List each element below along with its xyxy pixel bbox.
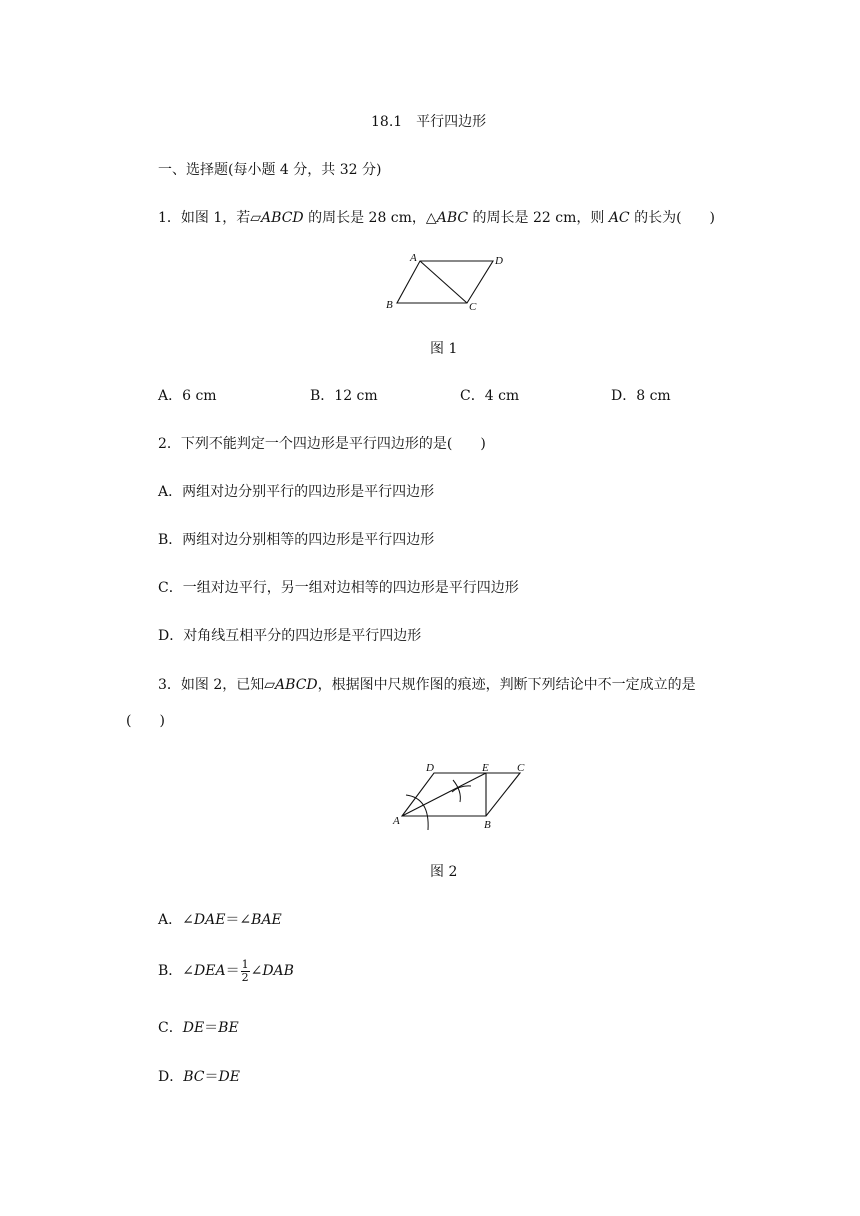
label-b: B: [386, 299, 393, 311]
q3-option-d: [158, 1068, 240, 1086]
q1-text-pre: 1．如图 1，若▱: [158, 210, 262, 226]
page-title: 18.1 平行四边形: [371, 114, 487, 130]
q2-option-d: D．对角线互相平分的四边形是平行四边形: [158, 628, 422, 644]
q3d-eq: ＝: [204, 1069, 219, 1085]
q3-text-post: ，根据图中尺规作图的痕迹，判断下列结论中不一定成立的是: [317, 677, 696, 693]
label-a: A: [393, 815, 400, 827]
q3-text-pre: 3．如图 2，已知▱: [158, 677, 276, 693]
label-a: A: [410, 252, 417, 264]
question-1-stem: [158, 209, 715, 227]
q1-abc: ABC: [436, 210, 469, 226]
q3c-eq: ＝: [204, 1020, 219, 1036]
q2-option-c: C．一组对边平行，另一组对边相等的四边形是平行四边形: [158, 580, 519, 596]
label-e: E: [482, 762, 489, 774]
section-heading: 一、选择题(每小题 4 分，共 32 分): [158, 162, 382, 178]
q3c-right: BE: [218, 1020, 239, 1036]
q3c-letter: C．: [158, 1020, 183, 1036]
figure-1-caption: 图 1: [430, 341, 458, 357]
q3b-right: ∠DAB: [250, 963, 294, 979]
construction-arc-upper: [453, 780, 460, 802]
q1-abcd: ABCD: [261, 210, 304, 226]
q3d-left: BC: [183, 1069, 205, 1085]
q3-option-a: [158, 911, 282, 929]
q3a-letter: A．: [158, 912, 183, 928]
q3d-letter: D．: [158, 1069, 184, 1085]
q2-option-b: B．两组对边分别相等的四边形是平行四边形: [158, 532, 435, 548]
q1-text-mid2: 的周长是 22 cm，则: [468, 210, 609, 226]
q3b-letter: B．: [158, 963, 183, 979]
fraction-numerator: 1: [241, 957, 249, 971]
segment-ae: [402, 773, 486, 816]
q1-option-b: B．12 cm: [310, 388, 378, 404]
label-c: C: [469, 301, 477, 313]
q1-option-a: A．6 cm: [158, 388, 217, 404]
q2-option-a: A．两组对边分别平行的四边形是平行四边形: [158, 484, 435, 500]
q3c-left: DE: [182, 1020, 205, 1036]
q3-abcd: ABCD: [275, 677, 318, 693]
fraction-denominator: 2: [241, 970, 249, 984]
q1-ac: AC: [608, 210, 630, 226]
diagonal-ac: [420, 261, 467, 303]
q1-text-mid1: 的周长是 28 cm，△: [303, 210, 437, 226]
q3a-eq: ＝: [225, 912, 240, 928]
question-3-blank: ( ): [126, 713, 165, 729]
figure-2-construction: [390, 758, 535, 838]
q1-text-post: 的长为( ): [629, 210, 716, 226]
figure-2-caption: 图 2: [430, 864, 458, 880]
q3b-eq: ＝: [225, 963, 240, 979]
q3a-right: ∠BAE: [239, 912, 282, 928]
q3-option-b: [158, 958, 294, 984]
parallelogram-abcd: [397, 261, 493, 303]
label-c: C: [517, 762, 525, 774]
fraction-one-half: [241, 959, 250, 984]
label-d: D: [495, 255, 503, 267]
q1-option-c: C．4 cm: [460, 388, 520, 404]
question-3-stem: [158, 676, 696, 694]
q3b-left: ∠DEA: [182, 963, 226, 979]
parallelogram-abcd: [402, 773, 520, 816]
question-2-stem: 2．下列不能判定一个四边形是平行四边形的是( ): [158, 436, 486, 452]
q3-option-c: [158, 1019, 239, 1037]
q3d-right: DE: [218, 1069, 240, 1085]
label-d: D: [426, 762, 434, 774]
q1-option-d: D．8 cm: [611, 388, 671, 404]
q3a-left: ∠DAE: [182, 912, 226, 928]
label-b: B: [484, 819, 491, 831]
figure-1-parallelogram: [380, 250, 520, 316]
